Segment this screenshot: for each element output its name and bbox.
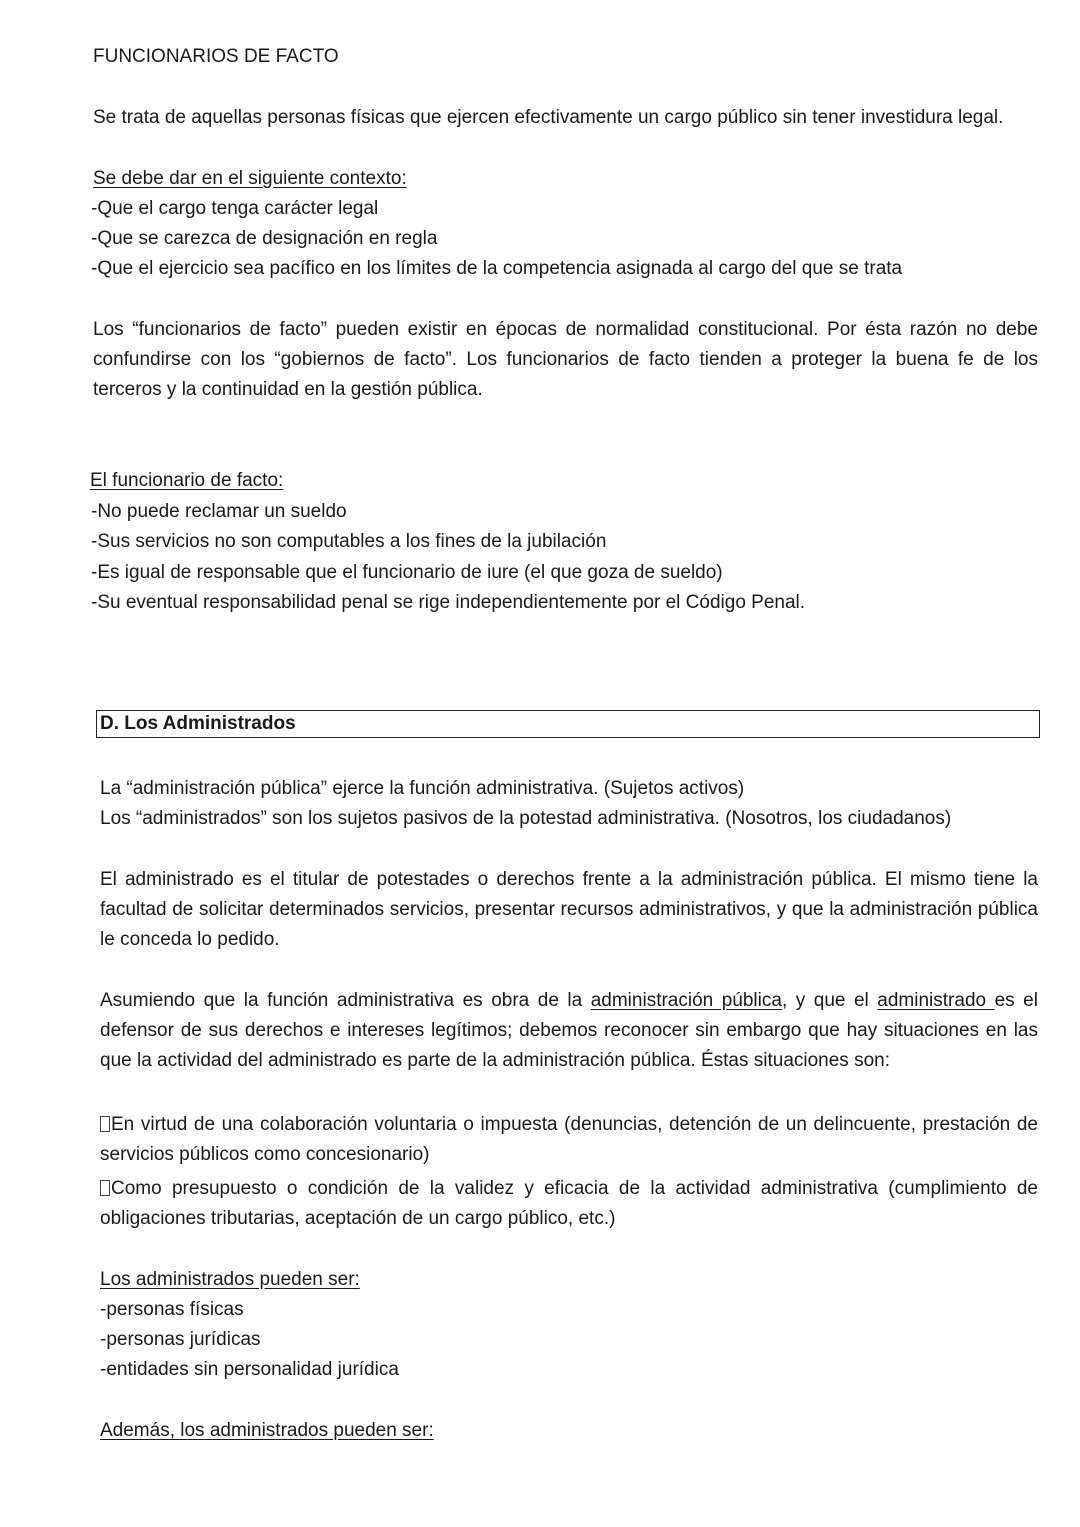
- text-run: Asumiendo que la función administrativa es obra de la: [100, 990, 591, 1011]
- missing-glyph-icon: [100, 1180, 110, 1196]
- funcionario-item: -No puede reclamar un sueldo: [91, 501, 347, 522]
- ademas-heading: Además, los administrados pueden ser:: [100, 1420, 434, 1441]
- funcionario-heading: El funcionario de facto:: [90, 470, 284, 491]
- types-heading: Los administrados pueden ser:: [100, 1269, 360, 1290]
- section-heading: FUNCIONARIOS DE FACTO: [93, 46, 339, 67]
- text-run: , y que el: [781, 990, 878, 1011]
- definition-text: Se trata de aquellas personas físicas que ejercen efectivamente un cargo público sin tener investidura legal.: [93, 107, 1004, 128]
- types-item: -personas jurídicas: [100, 1329, 261, 1350]
- bullet-text: Como presupuesto o condición de la validez y eficacia de la actividad administrativa (cumplimiento de obligaciones tributarias, aceptación de un cargo público, etc.): [100, 1178, 1038, 1229]
- situaciones-paragraph: [100, 986, 1038, 1076]
- bullet-item: [100, 1174, 1038, 1234]
- admin-line: Los “administrados” son los sujetos pasivos de la potestad administrativa. (Nosotros, los ciudadanos): [100, 808, 952, 829]
- admin-line: La “administración pública” ejerce la función administrativa. (Sujetos activos): [100, 778, 745, 799]
- context-item: -Que el cargo tenga carácter legal: [91, 198, 379, 219]
- context-heading: Se debe dar en el siguiente contexto:: [93, 168, 407, 189]
- context-item: -Que se carezca de designación en regla: [91, 228, 438, 249]
- bullet-text: En virtud de una colaboración voluntaria o impuesta (denuncias, detención de un delincuente, prestación de servicios públicos como concesionario): [100, 1114, 1038, 1165]
- funcionario-item: -Sus servicios no son computables a los fines de la jubilación: [91, 531, 607, 552]
- facto-paragraph: Los “funcionarios de facto” pueden existir en épocas de normalidad constitucional. Por ésta razón no debe confundirse con los “gobiernos de facto”. Los funcionarios de facto tienden a proteger la buena fe de los terceros y la continuidad en la gestión pública.: [93, 319, 1038, 400]
- administrado-paragraph: El administrado es el titular de potestades o derechos frente a la administración pública. El mismo tiene la facultad de solicitar determinados servicios, presentar recursos administrativos, y que la administración pública le conceda lo pedido.: [100, 869, 1038, 950]
- missing-glyph-icon: [100, 1116, 110, 1132]
- underlined-term: administración pública: [590, 990, 782, 1011]
- context-item: -Que el ejercicio sea pacífico en los límites de la competencia asignada al cargo del que se trata: [91, 258, 903, 279]
- funcionario-item: -Es igual de responsable que el funcionario de iure (el que goza de sueldo): [91, 562, 723, 583]
- underlined-term: administrado: [877, 990, 995, 1011]
- types-item: -entidades sin personalidad jurídica: [100, 1359, 399, 1380]
- text-run: es el defensor de sus derechos e intereses legítimos; debemos reconocer sin embargo que hay situaciones en las que la actividad del administrado es parte de la administración pública. Éstas situaciones son:: [100, 990, 1038, 1071]
- section-title: D. Los Administrados: [100, 713, 296, 734]
- types-item: -personas físicas: [100, 1299, 244, 1320]
- funcionario-item: -Su eventual responsabilidad penal se rige independientemente por el Código Penal.: [91, 592, 806, 613]
- section-title-box: [96, 710, 1040, 738]
- bullet-item: [100, 1110, 1038, 1170]
